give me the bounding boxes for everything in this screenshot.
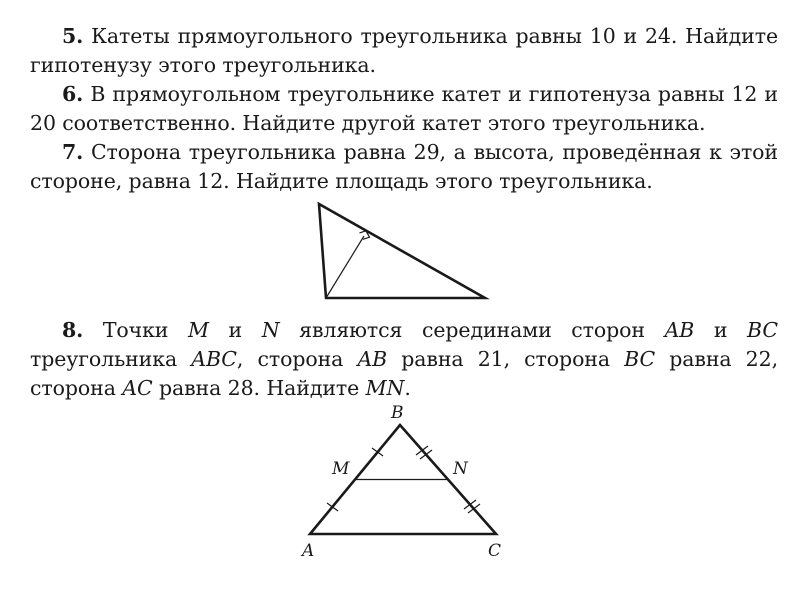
problem-7 xyxy=(30,138,778,196)
altitude-line xyxy=(326,236,364,298)
problem-5-text: Катеты прямоугольного треугольника равны 10 и 24. Найдите гипотенузу этого треугольника. xyxy=(30,24,779,77)
segment-mn-ref: MN xyxy=(365,376,405,400)
problem-8: 8. Точки M и N являются серединами сторон AB и BC треугольника ABC, сторона AB равна 21, сторона BC равна 22, сторона AC равна 28. Найдите MN. xyxy=(30,318,778,400)
problem-6-text: В прямоугольном треугольнике катет и гипотенуза равны 12 и 20 соответственно. Найдите другой катет этого треугольника. xyxy=(30,82,778,135)
problem-6-number: 6. xyxy=(62,82,84,106)
problem-8-number: 8. xyxy=(62,318,84,342)
side-bc-ref-2: BC xyxy=(624,347,656,371)
label-n: N xyxy=(453,459,468,479)
point-n-ref: N xyxy=(261,318,280,342)
problem-7-triangle-figure xyxy=(300,195,500,310)
side-ab-ref-2: AB xyxy=(357,347,388,371)
problem-5-number: 5. xyxy=(62,24,84,48)
problem-5 xyxy=(30,22,778,80)
label-c: C xyxy=(488,541,502,561)
problem-7-number: 7. xyxy=(62,140,84,164)
side-ac-ref: AC xyxy=(122,376,153,400)
problem-8-triangle-figure xyxy=(290,398,520,568)
label-b: B xyxy=(391,403,404,423)
problem-7-text: Сторона треугольника равна 29, а высота, проведённая к этой стороне, равна 12. Найдите площадь этого треугольника. xyxy=(30,140,778,193)
side-bc-ref: BC xyxy=(747,318,778,342)
triangle-abc-ref: ABC xyxy=(191,347,237,371)
problem-6 xyxy=(30,80,778,138)
side-ab-ref: AB xyxy=(664,318,695,342)
label-m: M xyxy=(332,459,350,479)
point-m-ref: M xyxy=(188,318,209,342)
label-a: A xyxy=(302,541,315,561)
triangle-outline xyxy=(319,204,485,298)
